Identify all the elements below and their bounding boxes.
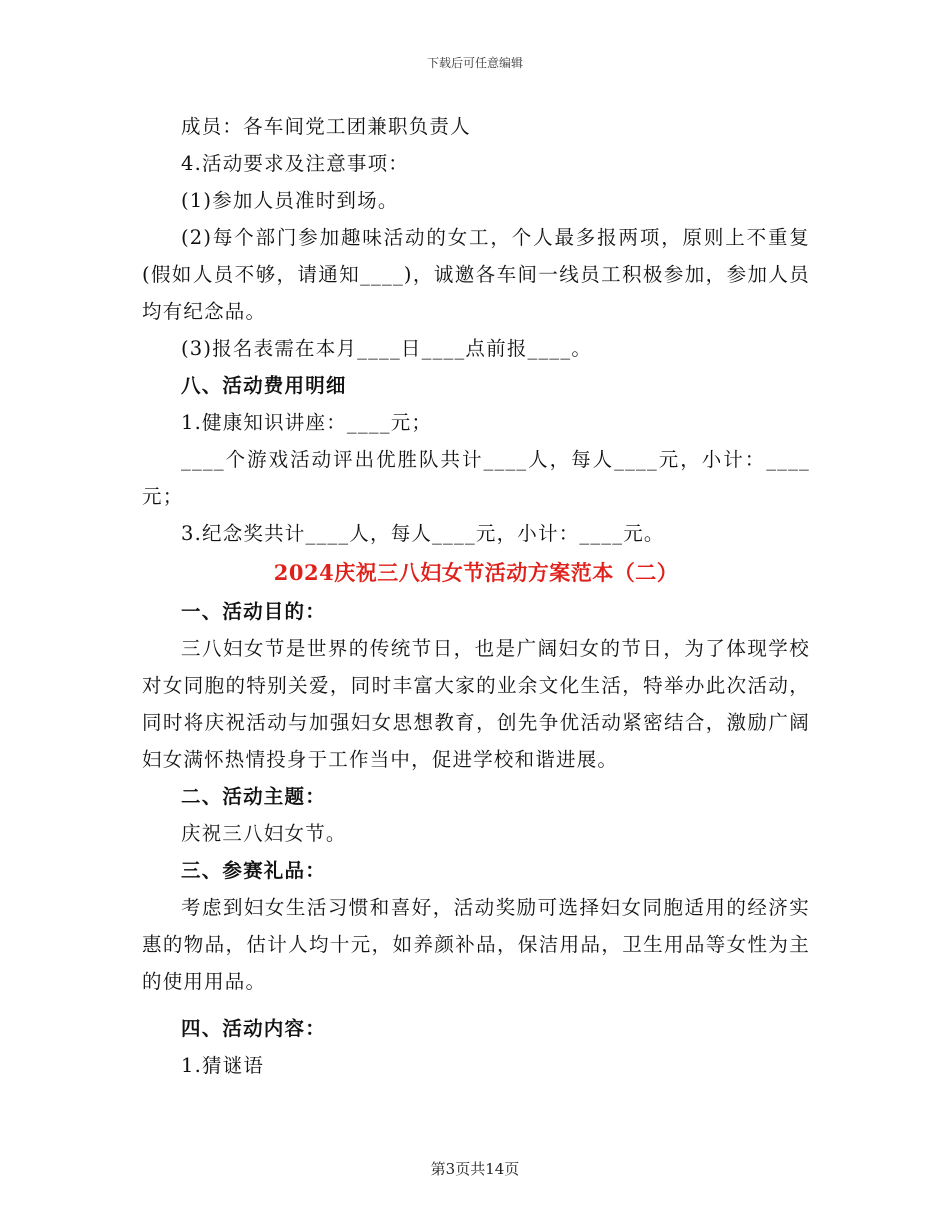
paragraph-requirement-3: (3)报名表需在本月____日____点前报____。 <box>181 337 593 360</box>
paragraph-requirements-heading: 4.活动要求及注意事项： <box>181 152 410 175</box>
paragraph-purpose: 三八妇女节是世界的传统节日，也是广阔妇女的节日，为了体现学校对女同胞的特别关爱，同时丰富大家的业余文化生活，特举办此次活动，同时将庆祝活动与加强妇女思想教育，创先争优活动紧密结合，激励广阔妇女满怀热情投身于工作当中，促进学校和谐进展。 <box>142 637 810 771</box>
paragraph-expense-2: ____个游戏活动评出优胜队共计____人，每人____元，小计：____元； <box>142 448 810 508</box>
paragraph-requirement-2: (2)每个部门参加趣味活动的女工，个人最多报两项，原则上不重复(假如人员不够，请通知____)，诚邀各车间一线员工积极参加，参加人员均有纪念品。 <box>142 226 810 323</box>
paragraph-riddles: 1.猜谜语 <box>181 1054 265 1077</box>
paragraph-expense-1: 1.健康知识讲座：____元； <box>181 411 433 434</box>
spacer <box>142 1000 810 1010</box>
heading-theme: 二、活动主题： <box>181 785 326 808</box>
page-footer: 第3页共14页 <box>430 1160 520 1178</box>
paragraph-members: 成员：各车间党工团兼职负责人 <box>181 115 471 138</box>
heading-content: 四、活动内容： <box>181 1017 326 1040</box>
page-header: 下载后可任意编辑 <box>426 56 523 70</box>
heading-expense-details: 八、活动费用明细 <box>181 374 347 397</box>
heading-purpose: 一、活动目的： <box>181 600 326 623</box>
paragraph-theme: 庆祝三八妇女节。 <box>181 822 347 845</box>
bottom-section <box>142 593 810 1084</box>
paragraph-expense-3: 3.纪念奖共计____人，每人____元，小计：____元。 <box>181 522 665 545</box>
heading-prizes: 三、参赛礼品： <box>181 859 326 882</box>
paragraph-prizes: 考虑到妇女生活习惯和喜好，活动奖励可选择妇女同胞适用的经济实惠的物品，估计人均十元，如养颜补品，保洁用品，卫生用品等女性为主的使用用品。 <box>142 896 810 993</box>
document-body <box>142 108 810 1084</box>
section-title: 2024庆祝三八妇女节活动方案范本（二） <box>273 560 679 585</box>
paragraph-requirement-1: (1)参加人员准时到场。 <box>181 189 399 212</box>
top-section <box>142 108 810 552</box>
